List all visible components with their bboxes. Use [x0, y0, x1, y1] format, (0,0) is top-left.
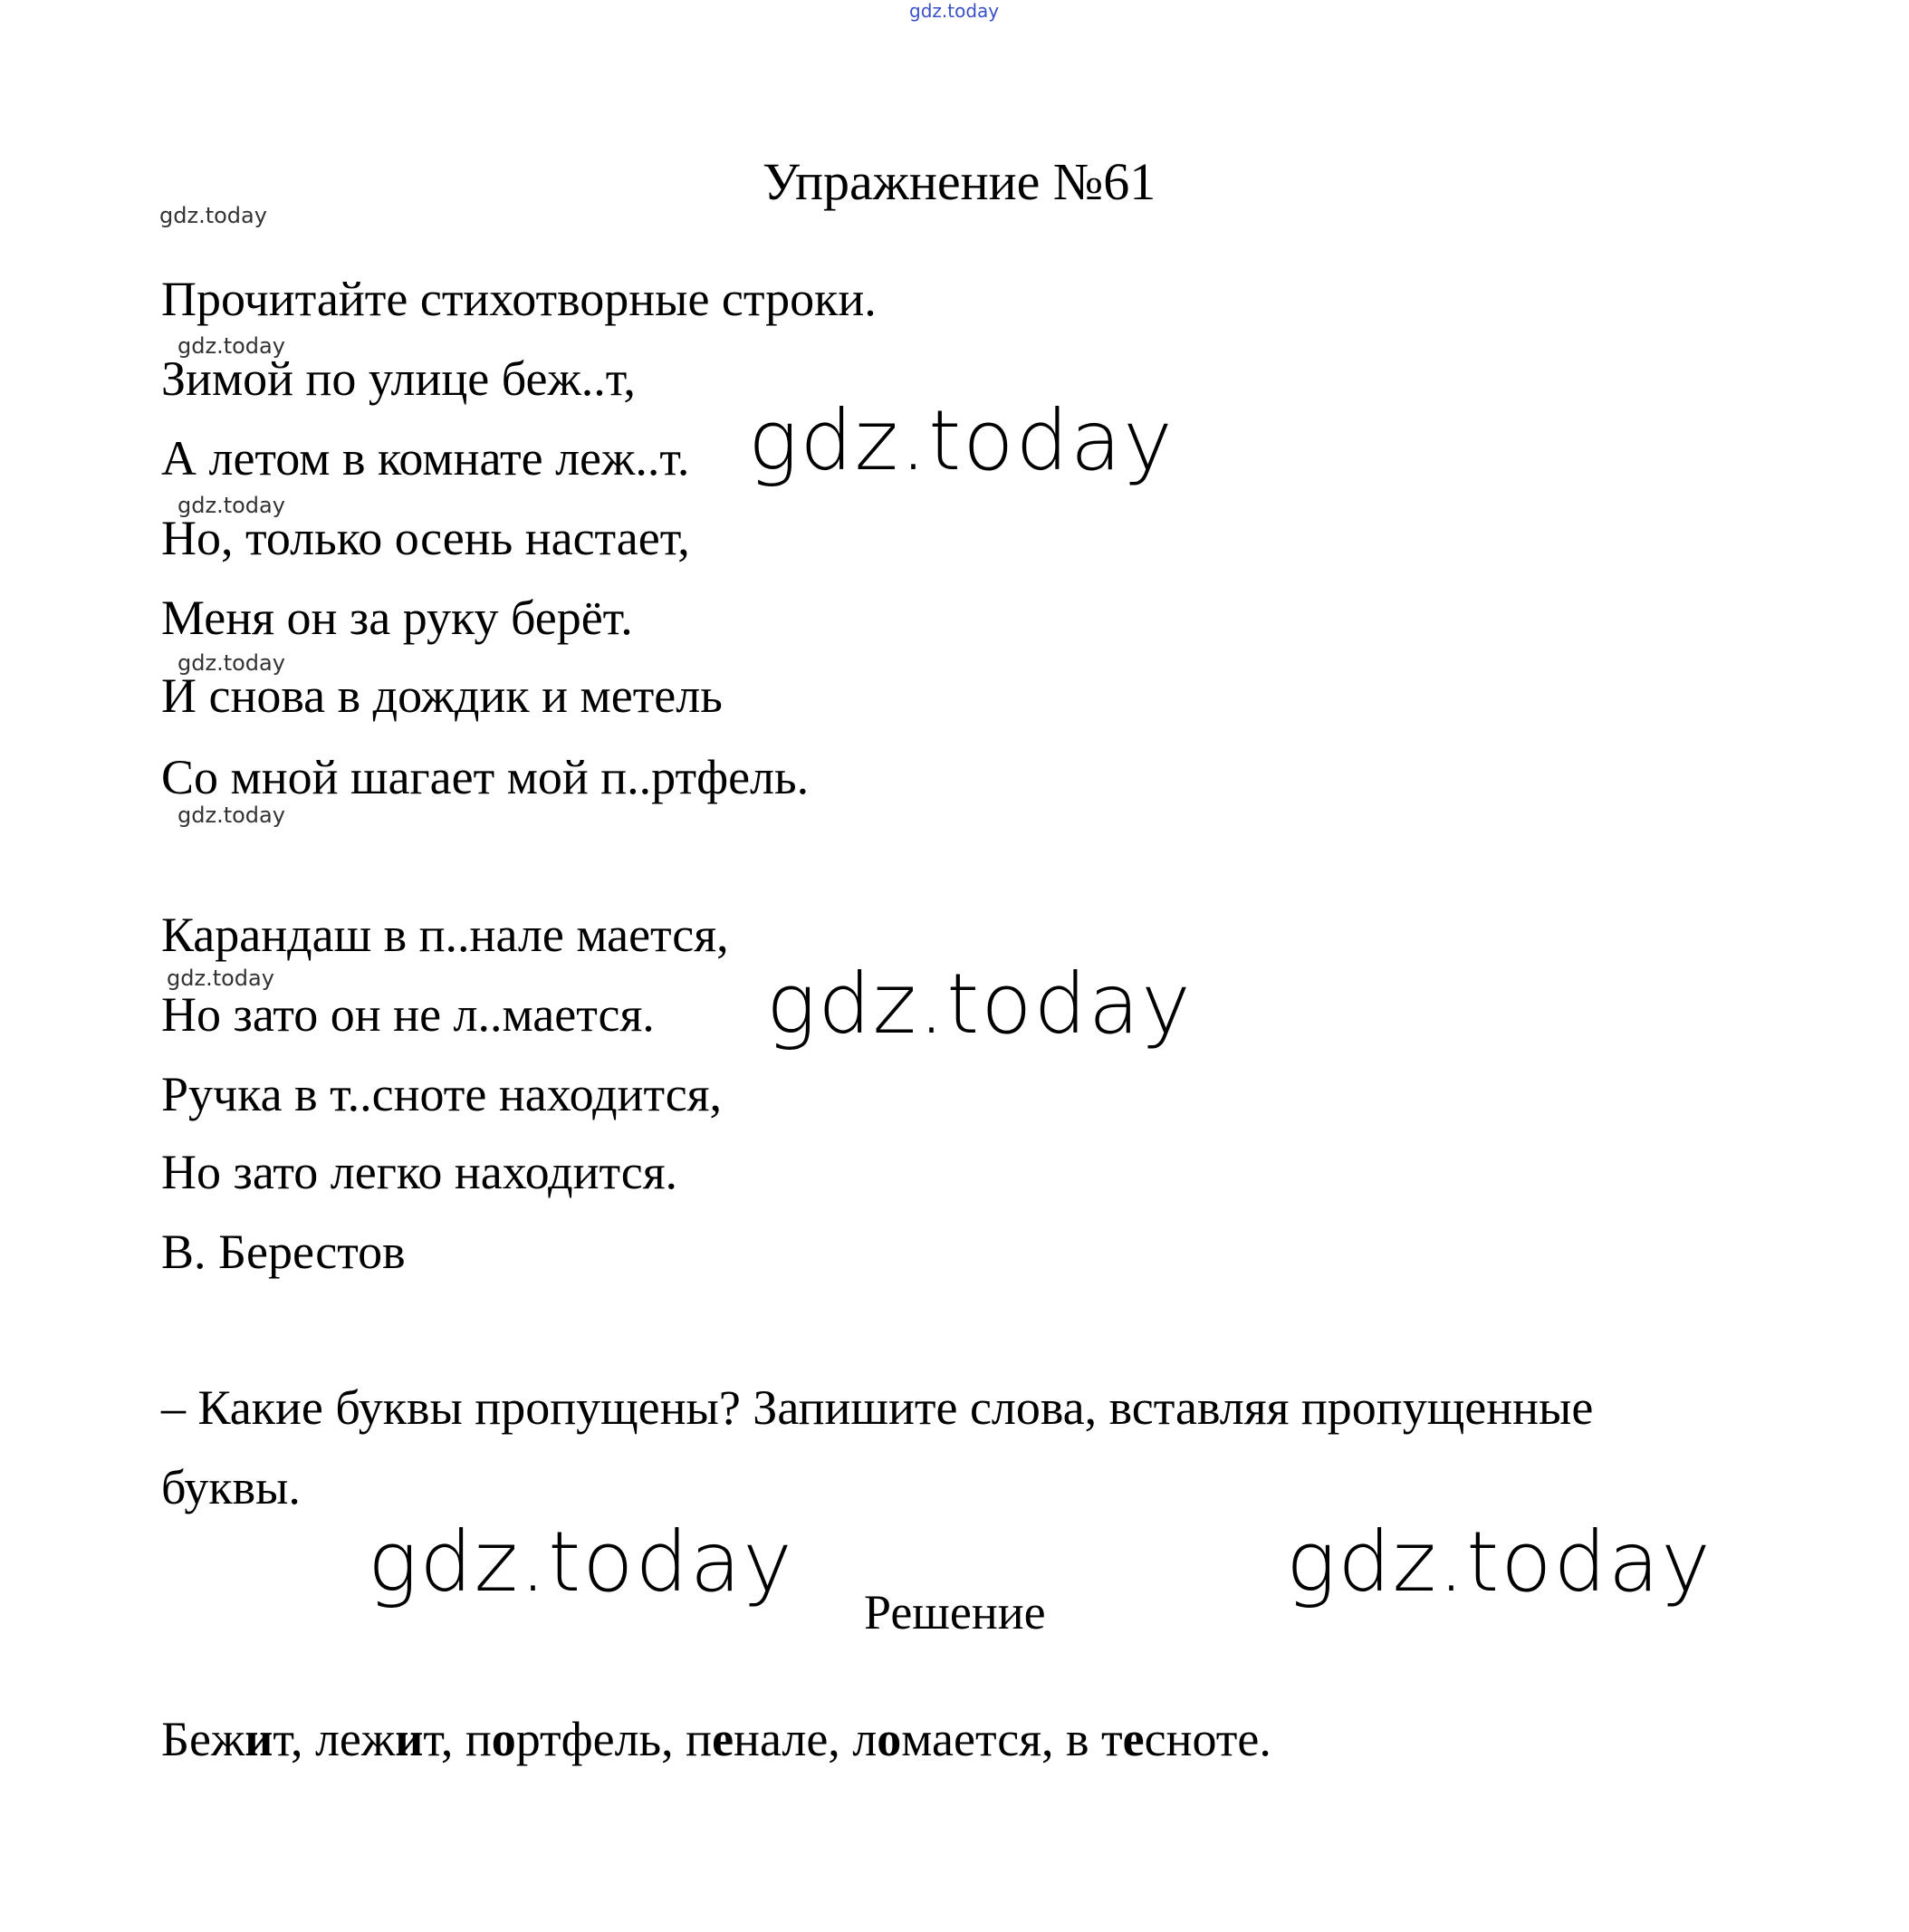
watermark-small: gdz.today	[177, 333, 285, 359]
header-watermark: gdz.today	[909, 0, 1000, 22]
inserted-letter: и	[245, 1712, 273, 1766]
poem2-line: Карандаш в п..нале мается,	[161, 908, 729, 962]
watermark-small: gdz.today	[177, 803, 285, 828]
poem1-line: Меня он за руку берёт.	[161, 591, 633, 645]
inserted-letter: е	[1122, 1712, 1145, 1766]
answer-text: ртфель, п	[515, 1712, 713, 1766]
poem1-line: Со мной шагает мой п..ртфель.	[161, 750, 810, 804]
solution-answer	[161, 1710, 1271, 1768]
watermark-large: gdz.today	[766, 956, 1193, 1053]
task-intro: Прочитайте стихотворные строки.	[161, 272, 877, 326]
poem1-line: И снова в дождик и метель	[161, 668, 723, 723]
question-line: буквы.	[161, 1460, 301, 1514]
watermark-small: gdz.today	[159, 203, 267, 228]
question-line: – Какие буквы пропущены? Запишите слова, вставляя пропущенные	[161, 1380, 1594, 1435]
watermark-large: gdz.today	[1286, 1514, 1712, 1610]
poem2-line: Но зато легко находится.	[161, 1145, 678, 1199]
solution-heading: Решение	[864, 1585, 1046, 1639]
watermark-small: gdz.today	[177, 650, 285, 676]
poem1-line: А летом в комнате леж..т.	[161, 431, 690, 485]
answer-text: т, п	[423, 1712, 492, 1766]
inserted-letter: о	[491, 1712, 516, 1766]
author: В. Берестов	[161, 1225, 406, 1279]
page-title: Упражнение №61	[763, 152, 1156, 211]
inserted-letter: о	[877, 1712, 902, 1766]
watermark-large: gdz.today	[368, 1514, 794, 1610]
answer-text: нале, л	[734, 1712, 878, 1766]
answer-text: т, леж	[273, 1712, 396, 1766]
answer-text: сноте.	[1144, 1712, 1271, 1766]
poem1-line: Зимой по улице беж..т,	[161, 351, 636, 406]
watermark-large: gdz.today	[748, 392, 1175, 489]
inserted-letter: и	[395, 1712, 424, 1766]
answer-text: мается, в т	[901, 1712, 1123, 1766]
poem2-line: Но зато он не л..мается.	[161, 987, 655, 1042]
poem2-line: Ручка в т..сноте находится,	[161, 1067, 723, 1121]
watermark-small: gdz.today	[167, 966, 274, 991]
inserted-letter: е	[712, 1712, 734, 1766]
poem1-line: Но, только осень настает,	[161, 511, 690, 565]
answer-text: Беж	[161, 1712, 245, 1766]
watermark-small: gdz.today	[177, 493, 285, 518]
